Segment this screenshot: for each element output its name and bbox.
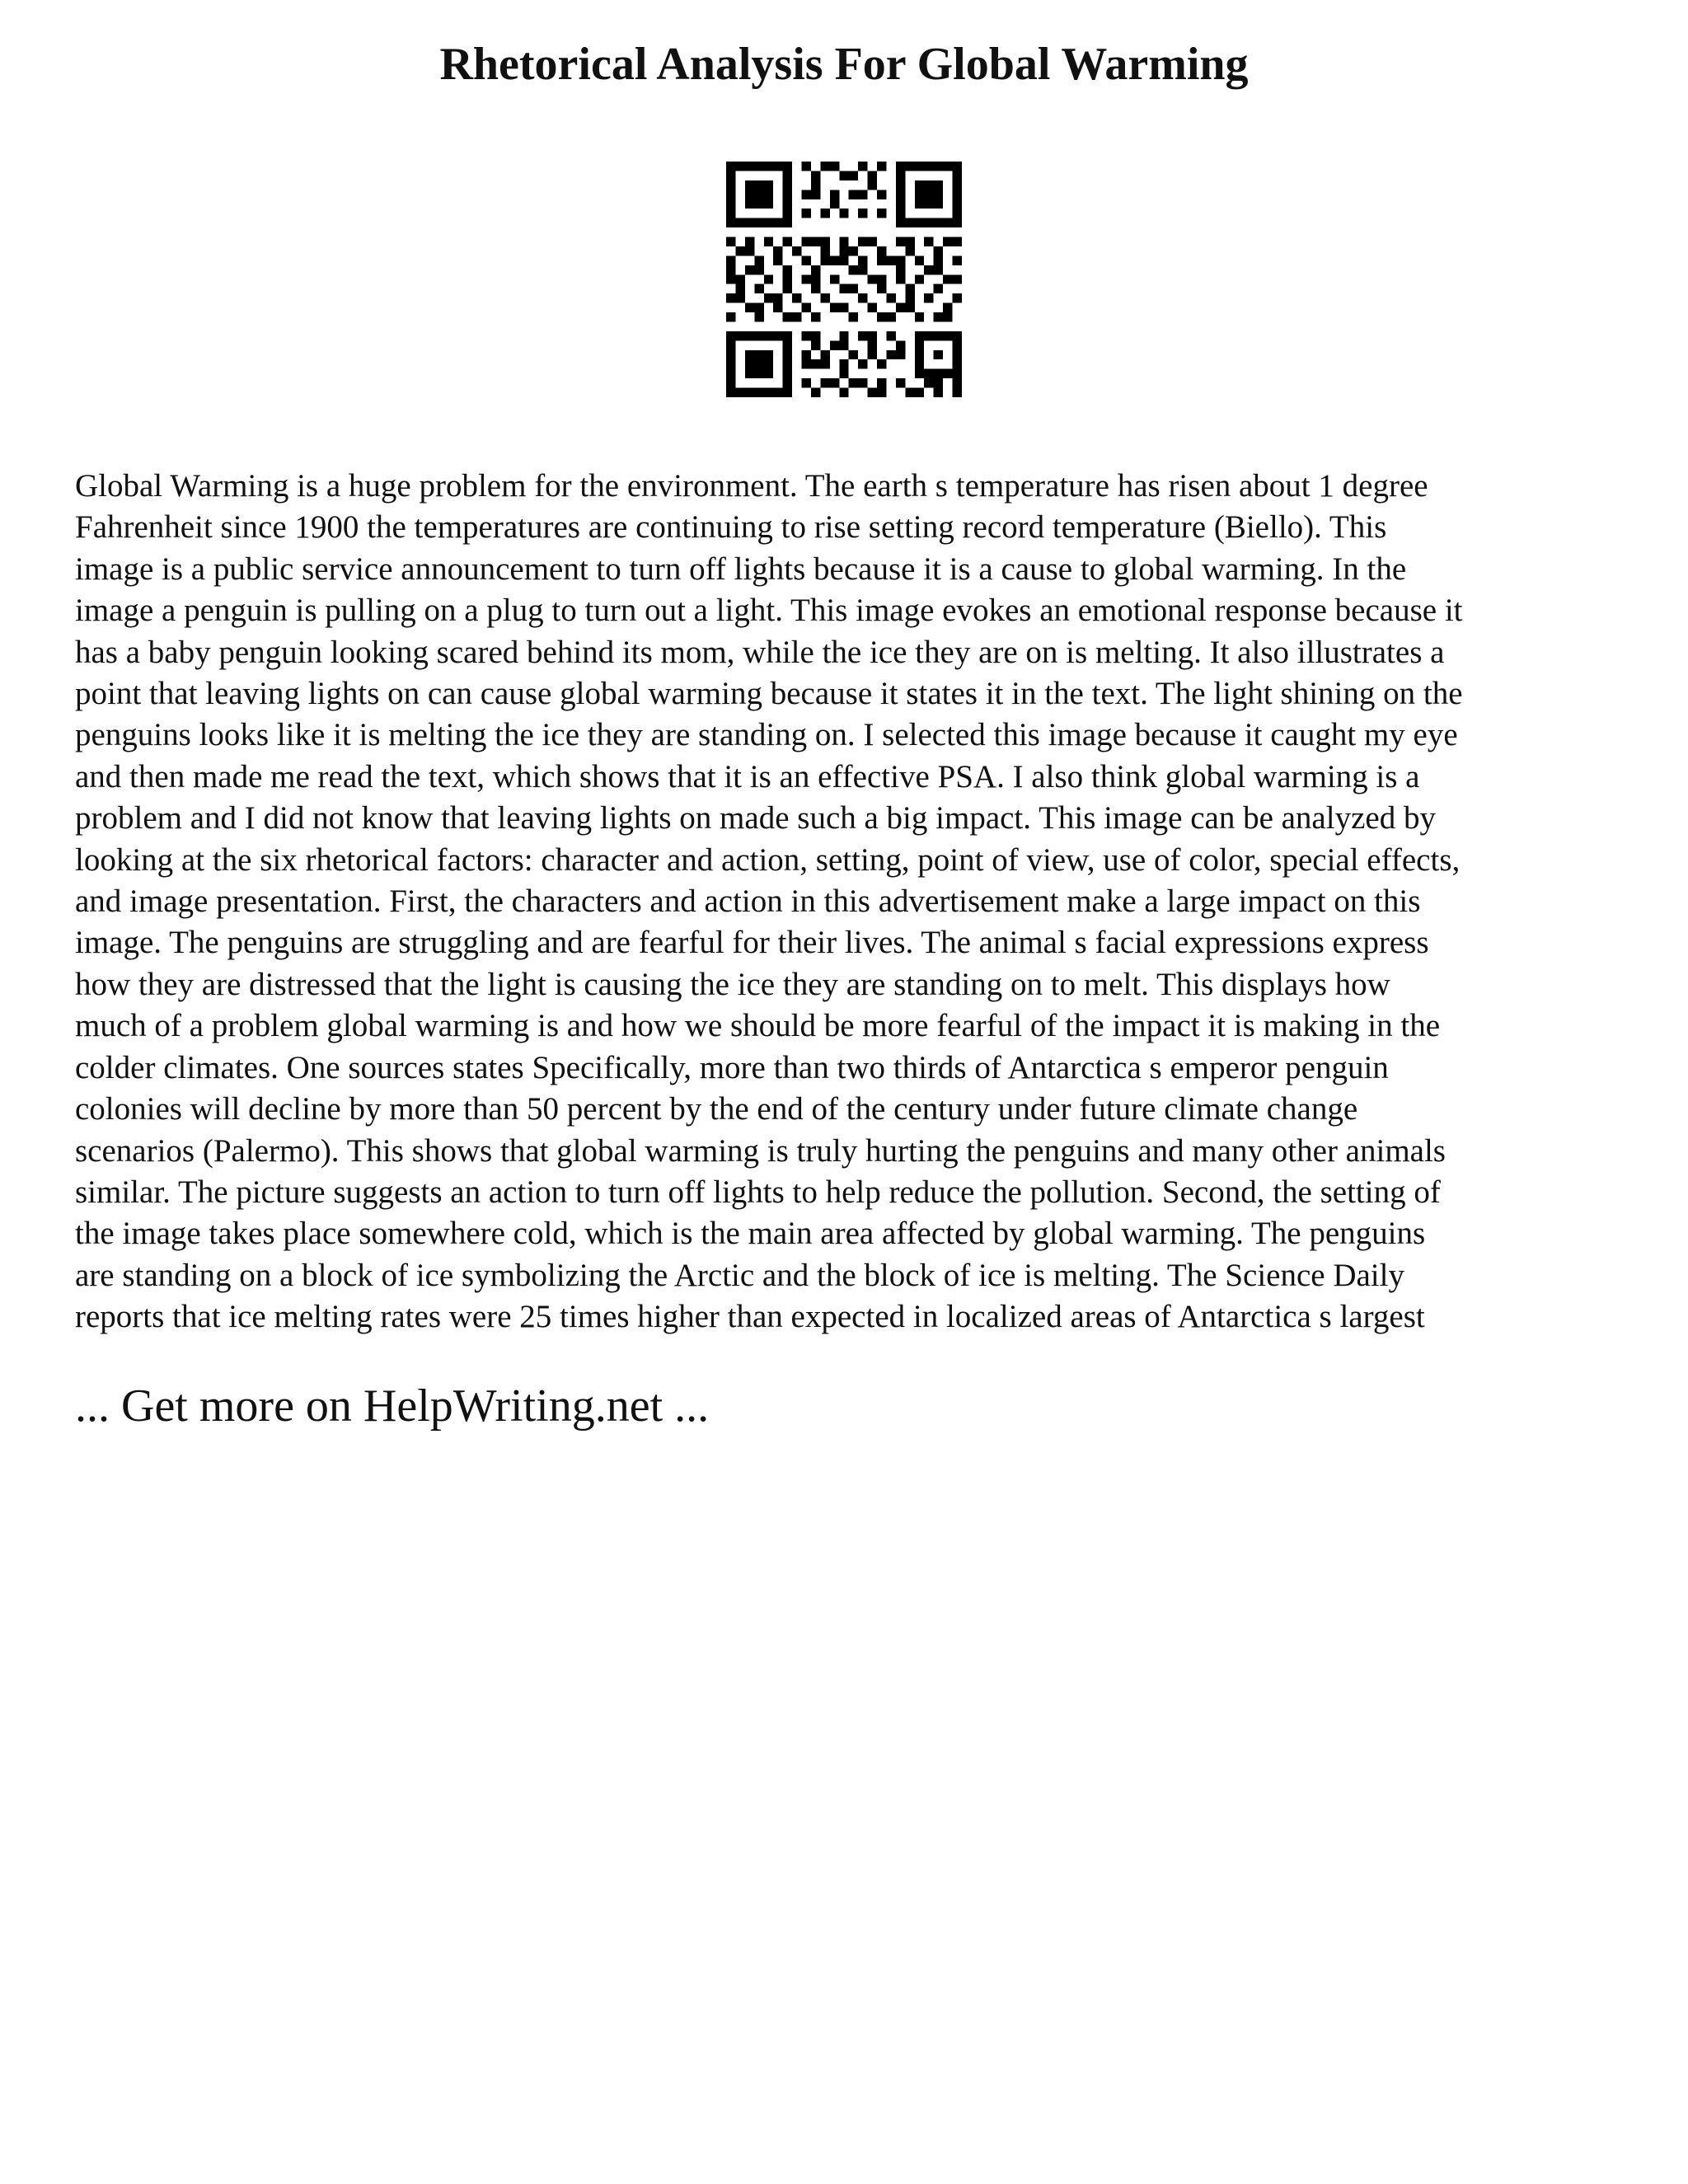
body-line: problem and I did not know that leaving lights on made such a big impact. This image can be analyzed by (75, 800, 1436, 837)
body-line: point that leaving lights on can cause global warming because it states it in the text. The light shining on the (75, 676, 1463, 712)
body-line: much of a problem global warming is and how we should be more fearful of the impact it is making in the (75, 1008, 1441, 1044)
body-line: scenarios (Palermo). This shows that global warming is truly hurting the penguins and many other animals (75, 1132, 1446, 1169)
body-line: colonies will decline by more than 50 percent by the end of the century under future climate change (75, 1091, 1358, 1127)
body-line: and image presentation. First, the characters and action in this advertisement make a large impact on this (75, 883, 1421, 920)
body-line: image is a public service announcement to turn off lights because it is a cause to global warming. In the (75, 551, 1407, 587)
body-line: similar. The picture suggests an action to turn off lights to help reduce the pollution. Second, the setting of (75, 1174, 1441, 1210)
body-line: Fahrenheit since 1900 the temperatures are continuing to rise setting record temperature (Biello). This (75, 509, 1387, 546)
article-body (75, 466, 1625, 1338)
document-title: Rhetorical Analysis For Global Warming (439, 39, 1249, 90)
body-line: looking at the six rhetorical factors: character and action, setting, point of view, use of color, special effects, (75, 841, 1461, 878)
body-line: penguins looks like it is melting the ice they are standing on. I selected this image because it caught my eye (75, 717, 1458, 753)
qr-code-icon (726, 162, 962, 397)
body-line: image a penguin is pulling on a plug to turn out a light. This image evokes an emotional response because it (75, 593, 1463, 629)
body-line: how they are distressed that the light is causing the ice they are standing on to melt. This displays how (75, 966, 1390, 1002)
body-line: reports that ice melting rates were 25 times higher than expected in localized areas of Antarctica s largest (75, 1299, 1425, 1335)
body-line: the image takes place somewhere cold, which is the main area affected by global warming. The penguins (75, 1216, 1426, 1252)
body-line: has a baby penguin looking scared behind its mom, while the ice they are on is melting. It also illustrates a (75, 634, 1445, 670)
body-line: are standing on a block of ice symbolizing the Arctic and the block of ice is melting. The Science Daily (75, 1257, 1404, 1293)
body-line: image. The penguins are struggling and are fearful for their lives. The animal s facial expressions express (75, 925, 1429, 961)
more-link[interactable]: ... Get more on HelpWriting.net ... (75, 1380, 710, 1432)
body-line: Global Warming is a huge problem for the environment. The earth s temperature has risen about 1 degree (75, 468, 1428, 504)
body-line: colder climates. One sources states Specifically, more than two thirds of Antarctica s emperor penguin (75, 1049, 1389, 1085)
body-line: and then made me read the text, which shows that it is an effective PSA. I also think global warming is a (75, 758, 1420, 794)
